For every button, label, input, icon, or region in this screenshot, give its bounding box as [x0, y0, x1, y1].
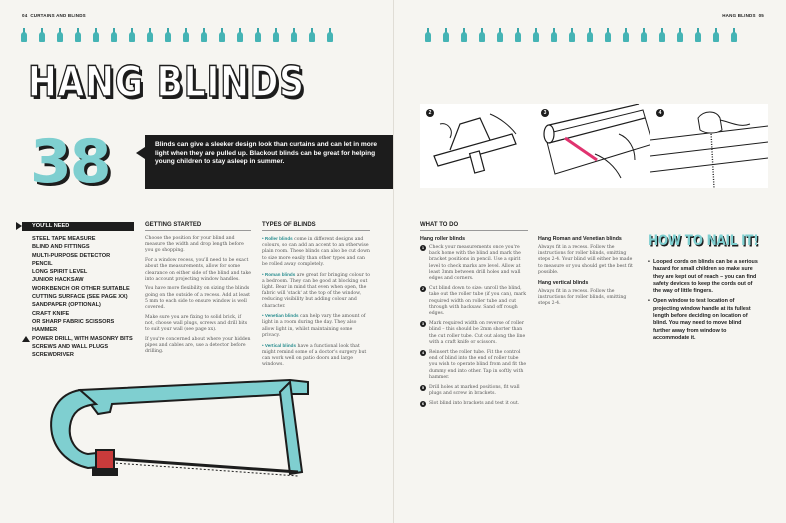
step-illustration-2 — [420, 104, 538, 188]
step-item — [420, 245, 528, 282]
you-need-item: JUNIOR HACKSAW — [32, 277, 84, 284]
left-page-number: 04 — [22, 13, 28, 18]
step-text: Slot blind into brackets and test it out. — [429, 401, 520, 407]
how-to-nail-it-box — [648, 233, 760, 345]
getting-started-heading: GETTING STARTED — [145, 222, 251, 231]
right-section-title: HANG BLINDS — [722, 13, 756, 18]
you-need-item: LONG SPIRIT LEVEL — [32, 269, 88, 276]
you-need-heading: YOU'LL NEED — [22, 222, 134, 231]
blind-type-name: • Roman blinds — [262, 271, 296, 277]
right-page-number: 05 — [758, 13, 764, 18]
blind-type-text: come in different designs and colours, so can add an accent to an otherwise plain room. These blinds can also be cut down to size more easily than other types and can be rolled away completely. — [262, 237, 370, 267]
types-column — [262, 222, 370, 372]
left-running-head — [22, 13, 86, 18]
vertical-heading: Hang vertical blinds — [538, 279, 589, 286]
step-text: Check your measurements once you're back home with the blind and mark the bracket positions in pencil. Use a spirit level to check marks are level. Allow at least 3mm between drill holes and wall edges and corners. — [429, 245, 521, 282]
getting-started-paragraph: For a window recess, you'll need to be exact about the measurements, allow for some clearance on either side of the blind and take into account projecting window handles. — [145, 258, 251, 282]
step-text: Mark required width on reverse of roller blind – this should be 2mm shorter than the cut roller tube. Cut out along the line with a craft knife or scissors. — [429, 321, 526, 345]
blind-type-entry — [262, 236, 370, 268]
step-number: 2 — [421, 286, 425, 292]
project-number: 38 — [30, 127, 110, 197]
blind-type-text: are great for bringing colour to a bedroom. They can be good at blocking out light. Bear in mind that even when open, the fabric will 'stack' at the top of the window, reducing visibility but adding colour and character. — [262, 272, 370, 309]
you-need-item: WORKBENCH OR OTHER SUITABLE CUTTING SURFACE (SEE PAGE XX) — [32, 285, 130, 301]
step-number: 3 — [421, 321, 425, 327]
warning-icon — [22, 336, 30, 342]
getting-started-paragraph: You have more flexibility on sizing the blinds going on the outside of a recess. Add at least 5 mm to each side to ensure window is well covered. — [145, 286, 251, 311]
blind-type-name: • Roller blinds — [262, 236, 293, 241]
blind-type-entry — [262, 272, 370, 310]
nail-tip: • Looped cords on blinds can be a serious hazard for small children so make sure they are kept out of reach – you can find safety devices to keep the cords out of the way of little fingers. — [648, 259, 760, 295]
what-to-do-column — [420, 222, 528, 412]
step-item — [420, 385, 528, 397]
blind-type-name: • Venetian blinds — [262, 313, 299, 319]
left-section-title: CURTAINS AND BLINDS — [30, 13, 86, 18]
step-number: 6 — [421, 401, 425, 407]
step-item — [420, 350, 528, 381]
step-illustration-3 — [535, 104, 653, 188]
vertical-text: Always fit in a recess. Follow the instructions for roller blinds, omitting steps 2-4. — [538, 288, 627, 306]
you-need-item: HAMMER — [32, 327, 58, 334]
blind-type-name: • Vertical blinds — [262, 342, 297, 348]
step-number: 5 — [421, 385, 425, 391]
you-need-item: POWER DRILL, WITH MASONRY BITS — [22, 335, 134, 343]
illustration-number: 4 — [656, 109, 664, 117]
illustration-number: 2 — [426, 109, 434, 117]
you-need-item: SANDPAPER (OPTIONAL) — [32, 302, 101, 309]
roller-heading: Hang roller blinds — [420, 236, 466, 242]
types-heading: TYPES OF BLINDS — [262, 222, 370, 231]
you-need-item: SCREWDRIVER — [32, 352, 74, 359]
nail-tips — [648, 259, 760, 342]
you-need-item: PENCIL — [32, 260, 53, 267]
roman-heading: Hang Roman and Venetian blinds — [538, 236, 622, 242]
bunting-decoration-left — [20, 28, 335, 44]
blind-type-text: have a functional look that might remind some of a doctor's surgery but can work well on patio doors and large windows. — [262, 343, 367, 368]
step-number: 1 — [421, 245, 425, 250]
blind-type-text: can help vary the amount of light in a room during the day. They also allow light in, whilst maintaining some privacy. — [262, 314, 366, 338]
you-need-item: STEEL TAPE MEASURE — [32, 236, 96, 242]
you-need-item: BLIND AND FITTINGS — [32, 244, 90, 251]
getting-started-column — [145, 222, 251, 359]
step-number: 4 — [421, 350, 425, 356]
roman-text: Always fit in a recess. Follow the instructions for roller blinds, omitting steps 2-4. Your blind will either be made to measure or you should get the best fit possible. — [538, 245, 633, 275]
nail-tip: • Open window to test location of projecting window handle at its fullest length before deciding on location of blind. You may need to move blind further away from window to accommodate it. — [648, 298, 760, 342]
step-text: Reinsert the roller tube. Fit the control end of blind into the end of roller tube you wish to operate blind from and fit the dummy end into other. Tap in softly with hammer. — [429, 350, 527, 380]
you-need-item: OR SHARP FABRIC SCISSORS — [32, 318, 115, 325]
illustration-number: 3 — [541, 109, 549, 117]
getting-started-paragraph: Choose the position for your blind and measure the width and drop length before you go shopping. — [145, 236, 244, 254]
step-item — [420, 286, 528, 317]
blind-type-entry — [262, 343, 370, 369]
you-need-list — [22, 222, 134, 359]
how-to-nail-it-heading: HOW TO NAIL IT! — [648, 233, 759, 249]
intro-callout: Blinds can give a sleeker design look than curtains and can let in more light when they are pulled up. Blackout blinds can be great for helping young children to stay asleep in summer. — [145, 135, 393, 189]
getting-started-paragraph: If you're concerned about where your hidden pipes and cables are, use a detector before drilling. — [145, 336, 251, 355]
step-text: Drill holes at marked positions, fit wall plugs and screw in brackets. — [429, 385, 520, 397]
you-need-items — [22, 235, 134, 359]
step-text: Cut blind down to size: unroll the blind, take out the roller tube (if you can), mark required width on roller tube and cut through with hacksaw. Sand off rough edges. — [429, 286, 527, 317]
you-need-item: MULTI-PURPOSE DETECTOR — [32, 252, 111, 259]
step-item — [420, 321, 528, 346]
you-need-item: SCREWS AND WALL PLUGS — [32, 343, 109, 350]
hacksaw-illustration — [40, 372, 340, 512]
you-need-item: CRAFT KNIFE — [32, 310, 70, 317]
other-blinds-column — [538, 236, 636, 311]
bunting-decoration-right — [424, 28, 739, 44]
step-illustration-4 — [650, 104, 768, 188]
blind-type-entry — [262, 313, 370, 339]
what-to-do-heading: WHAT TO DO — [420, 222, 528, 231]
step-item — [420, 401, 528, 407]
getting-started-paragraph: Make sure you are fixing to solid brick, if not, choose wall plugs, screws and drill bits to suit your wall (see page xx). — [145, 314, 248, 333]
right-running-head — [722, 13, 764, 18]
page-title: HANG BLINDS — [28, 57, 305, 106]
